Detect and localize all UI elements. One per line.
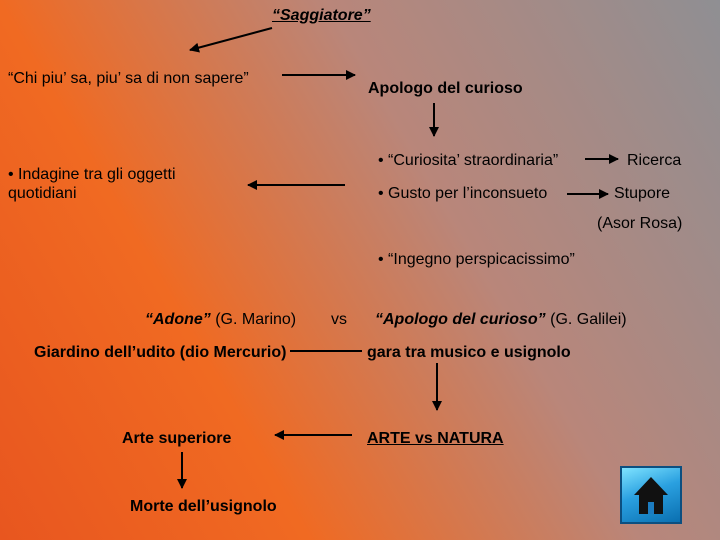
- apologo-galilei-author: (G. Galilei): [545, 311, 627, 328]
- home-button[interactable]: [620, 466, 682, 524]
- page-title: “Saggiatore”: [272, 7, 371, 24]
- apologo-galilei-title: “Apologo del curioso”: [375, 311, 546, 328]
- indagine-line1: • Indagine tra gli oggetti: [8, 166, 176, 183]
- apologo-heading: Apologo del curioso: [368, 80, 523, 97]
- ricerca-text: Ricerca: [627, 152, 682, 169]
- adone-author: (G. Marino): [210, 311, 297, 328]
- stupore-text: Stupore: [614, 185, 671, 202]
- curiosita-text: • “Curiosita’ straordinaria”: [378, 152, 559, 169]
- arrow-saggiatore-to-quote: [190, 28, 272, 50]
- arte-superiore-text: Arte superiore: [122, 430, 232, 447]
- morte-text: Morte dell’usignolo: [130, 498, 277, 515]
- adone-label: [145, 310, 296, 329]
- quote-text: “Chi piu’ sa, piu’ sa di non sapere”: [8, 70, 249, 87]
- gusto-text: • Gusto per l’inconsueto: [378, 185, 548, 202]
- asor-rosa-text: (Asor Rosa): [597, 215, 683, 232]
- apologo-galilei-label: [375, 310, 627, 329]
- vs-text: vs: [331, 311, 347, 328]
- arte-vs-natura-text: ARTE vs NATURA: [367, 430, 504, 447]
- gara-text: gara tra musico e usignolo: [367, 344, 571, 361]
- home-icon: [622, 468, 680, 522]
- giardino-text: Giardino dell’udito (dio Mercurio): [34, 344, 287, 361]
- adone-title: “Adone”: [145, 311, 211, 328]
- ingegno-text: • “Ingegno perspicacissimo”: [378, 251, 575, 268]
- indagine-line2: quotidiani: [8, 185, 77, 202]
